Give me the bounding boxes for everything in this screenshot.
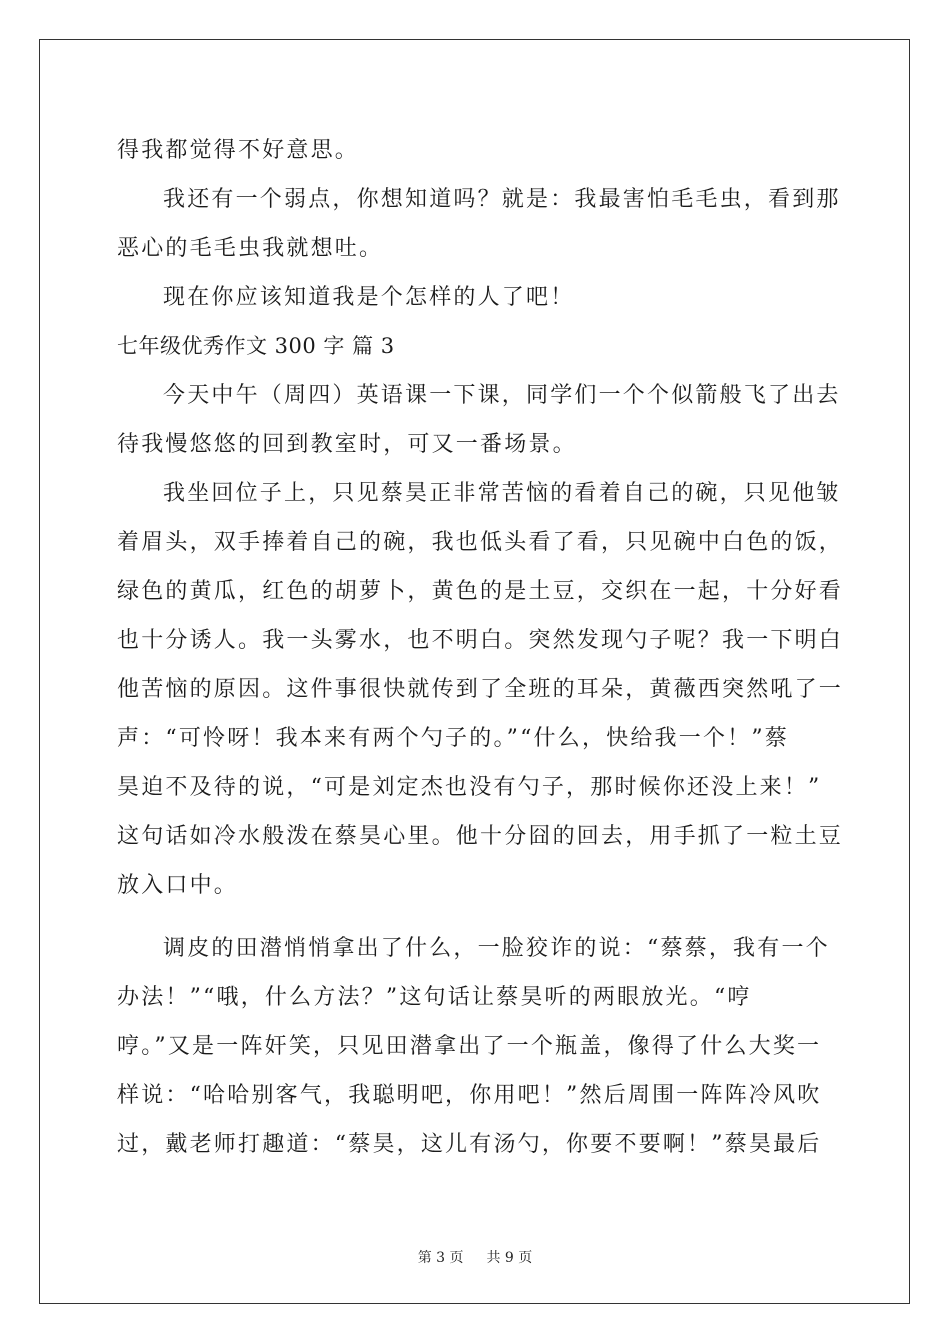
text-line: 昊迫不及待的说，“可是刘定杰也没有勺子，那时候你还没上来！” xyxy=(117,775,822,800)
text-line: 这句话如冷水般泼在蔡昊心里。他十分囧的回去，用手抓了一粒土豆 xyxy=(117,824,844,849)
text-line: 今天中午（周四）英语课一下课，同学们一个个似箭般飞了出去 xyxy=(163,383,841,408)
text-line: 放入口中。 xyxy=(117,873,239,898)
page-footer xyxy=(0,1247,950,1267)
text-line: 声：“可怜呀！我本来有两个勺子的。”“什么，快给我一个！”蔡 xyxy=(117,726,789,751)
text-line: 哼。”又是一阵奸笑，只见田潜拿出了一个瓶盖，像得了什么大奖一 xyxy=(117,1034,822,1059)
section-heading: 七年级优秀作文 300 字 篇 3 xyxy=(117,334,395,358)
page-total: 共 9 页 xyxy=(486,1250,533,1266)
text-line: 着眉头，双手捧着自己的碗，我也低头看了看，只见碗中白色的饭， xyxy=(117,530,844,555)
text-line: 现在你应该知道我是个怎样的人了吧！ xyxy=(163,285,575,310)
text-line: 待我慢悠悠的回到教室时，可又一番场景。 xyxy=(117,432,577,457)
text-line: 也十分诱人。我一头雾水，也不明白。突然发现勺子呢？我一下明白 xyxy=(117,628,844,653)
text-line: 过，戴老师打趣道：“蔡昊，这儿有汤勺，你要不要啊！”蔡昊最后 xyxy=(117,1132,822,1157)
text-line: 他苦恼的原因。这件事很快就传到了全班的耳朵，黄薇西突然吼了一 xyxy=(117,677,844,702)
text-line: 样说：“哈哈别客气，我聪明吧，你用吧！”然后周围一阵阵冷风吹 xyxy=(117,1083,822,1108)
text-line: 恶心的毛毛虫我就想吐。 xyxy=(117,236,384,261)
text-line: 我坐回位子上，只见蔡昊正非常苦恼的看着自己的碗，只见他皱 xyxy=(163,481,841,506)
text-line: 我还有一个弱点，你想知道吗？就是：我最害怕毛毛虫，看到那 xyxy=(163,187,841,212)
page-number: 第 3 页 xyxy=(417,1250,464,1266)
document-body xyxy=(117,126,844,1169)
paragraph-gap xyxy=(117,910,833,924)
text-line: 绿色的黄瓜，红色的胡萝卜，黄色的是土豆，交织在一起，十分好看 xyxy=(117,579,844,604)
text-line: 调皮的田潜悄悄拿出了什么，一脸狡诈的说：“蔡蔡，我有一个 xyxy=(163,936,830,961)
text-line: 办法！”“哦，什么方法？”这句话让蔡昊听的两眼放光。“哼 xyxy=(117,985,752,1010)
text-line: 得我都觉得不好意思。 xyxy=(117,138,360,163)
